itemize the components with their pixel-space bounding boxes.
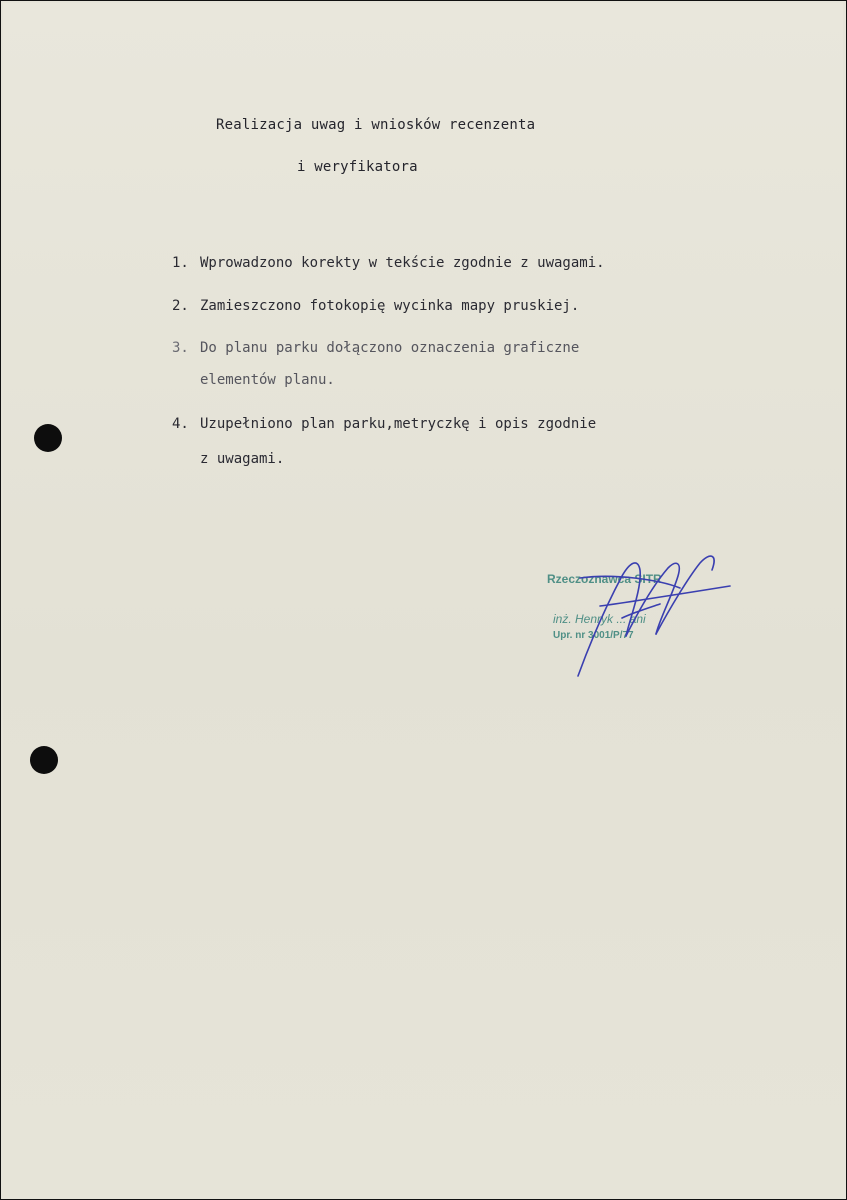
document-title-line-2: i weryfikatora [297, 159, 418, 175]
list-item-4 [172, 416, 596, 432]
list-item-text: Wprowadzono korekty w tekście zgodnie z uwagami. [200, 255, 605, 271]
list-item-text: Uzupełniono plan parku,metryczkę i opis zgodnie [200, 416, 597, 432]
stamp-title: Rzeczoznawca SITR [547, 572, 662, 586]
list-item-3 [172, 340, 579, 356]
list-item-number: 2. [172, 298, 189, 314]
stamp-name: inż. Henryk ... ani [553, 612, 646, 626]
list-item-text: Zamieszczono fotokopię wycinka mapy pruskiej. [200, 298, 580, 314]
punch-hole-bottom [30, 746, 58, 774]
list-item-4-continuation: z uwagami. [200, 451, 285, 467]
list-item-text: Do planu parku dołączono oznaczenia graficzne [200, 340, 580, 356]
list-item-1 [172, 255, 605, 271]
list-item-number: 3. [172, 340, 189, 356]
list-item-number: 4. [172, 416, 189, 432]
document-title-line-1: Realizacja uwag i wniosków recenzenta [216, 117, 536, 133]
handwritten-signature [560, 548, 735, 683]
list-item-number: 1. [172, 255, 189, 271]
punch-hole-top [34, 424, 62, 452]
list-item-2 [172, 298, 579, 314]
stamp-license-number: Upr. nr 3001/P/77 [553, 630, 634, 641]
list-item-3-continuation: elementów planu. [200, 372, 335, 388]
